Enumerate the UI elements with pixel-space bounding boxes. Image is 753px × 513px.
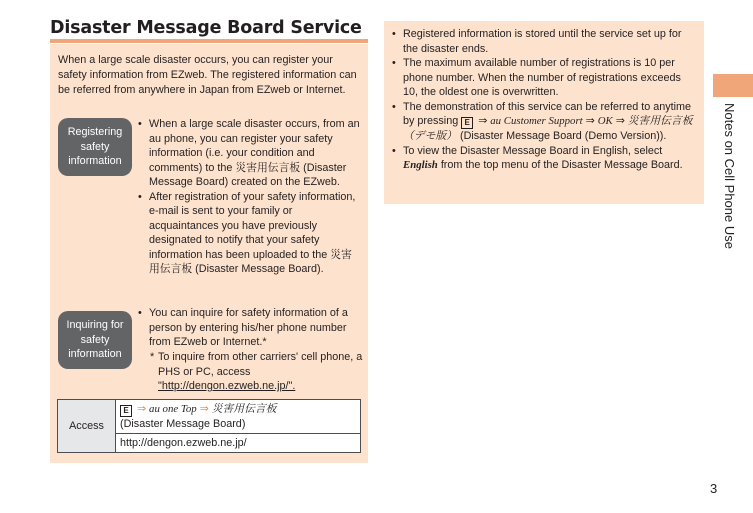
menu-ok: OK bbox=[597, 115, 613, 127]
table-row bbox=[58, 400, 361, 434]
registering-label bbox=[58, 118, 132, 176]
list-item: • When a large scale disaster occurs, from an au phone, you can register your safety information (i.e. your condition and comments) to the 災害用伝言板 (Disaster Message Board) created on the EZweb. bbox=[138, 117, 360, 190]
english-word: English bbox=[403, 159, 438, 171]
list-item bbox=[392, 144, 696, 173]
list-item: • Registered information is stored until the service set up for the disaster ends. bbox=[392, 27, 696, 56]
menu-au-one-top: au one Top bbox=[149, 403, 197, 415]
inquiring-label bbox=[58, 311, 132, 369]
english-suffix: from the top menu of the Disaster Message Board. bbox=[440, 159, 683, 171]
demo-ja: 災害用伝言板（デモ版） bbox=[403, 114, 693, 142]
inquiring-list bbox=[138, 306, 360, 350]
list-item: • After registration of your safety information, e-mail is sent to your family or acquaintances you have previously designated to notify that your safety information has been uploaded to the 災害用伝言板 (Disaster Message Board). bbox=[138, 190, 360, 277]
access-label: Access bbox=[58, 400, 116, 453]
inquiring-note bbox=[150, 350, 368, 394]
access-url[interactable]: http://dengon.ezweb.ne.jp/ bbox=[116, 434, 361, 453]
board-en: (Disaster Message Board) bbox=[120, 418, 246, 430]
ezweb-key-icon: E bbox=[120, 405, 132, 417]
list-item: • You can inquire for safety information of a person by entering his/her phone number from EZweb or Internet.* bbox=[138, 306, 360, 350]
side-tab-label: Notes on Cell Phone Use bbox=[722, 103, 737, 249]
right-list bbox=[392, 27, 696, 173]
demo-prefix: The demonstration of this service can be referred to anytime by pressing bbox=[403, 100, 692, 127]
arrow-icon: ⇒ bbox=[478, 115, 488, 127]
page-number: 3 bbox=[710, 481, 718, 496]
intro-text: When a large scale disaster occurs, you can register your safety information from EZweb. The registered information can be referred from anywhere in Japan from EZweb or Internet. bbox=[58, 54, 357, 96]
note-star: * bbox=[150, 351, 155, 363]
list-item: • The maximum available number of registrations is 10 per phone number. When the number of registrations exceeds 10, the oldest one is overwritten. bbox=[392, 56, 696, 100]
registering-label-text: Registering safety information bbox=[67, 126, 123, 168]
arrow-icon: ⇒ bbox=[615, 115, 625, 127]
access-path bbox=[116, 400, 361, 434]
english-prefix: To view the Disaster Message Board in English, select bbox=[403, 144, 663, 157]
note-text: To inquire from other carriers' cell phone, a PHS or PC, access bbox=[158, 351, 363, 378]
demo-suffix: (Disaster Message Board (Demo Version)). bbox=[459, 130, 667, 142]
list-item bbox=[392, 100, 696, 144]
arrow-icon: ⇒ bbox=[137, 403, 147, 415]
ezweb-key-icon: E bbox=[461, 117, 473, 129]
side-tab-marker bbox=[713, 74, 753, 97]
menu-au-customer-support: au Customer Support bbox=[490, 115, 583, 127]
board-ja: 災害用伝言板 bbox=[211, 402, 277, 415]
page-title: Disaster Message Board Service bbox=[50, 18, 362, 38]
arrow-icon: ⇒ bbox=[199, 403, 209, 415]
note-url[interactable]: "http://dengon.ezweb.ne.jp/". bbox=[158, 380, 296, 392]
inquiring-label-text: Inquiring for safety information bbox=[66, 319, 124, 361]
title-underline bbox=[50, 39, 368, 43]
access-table bbox=[57, 399, 361, 453]
arrow-icon: ⇒ bbox=[585, 115, 595, 127]
registering-list bbox=[138, 117, 360, 277]
